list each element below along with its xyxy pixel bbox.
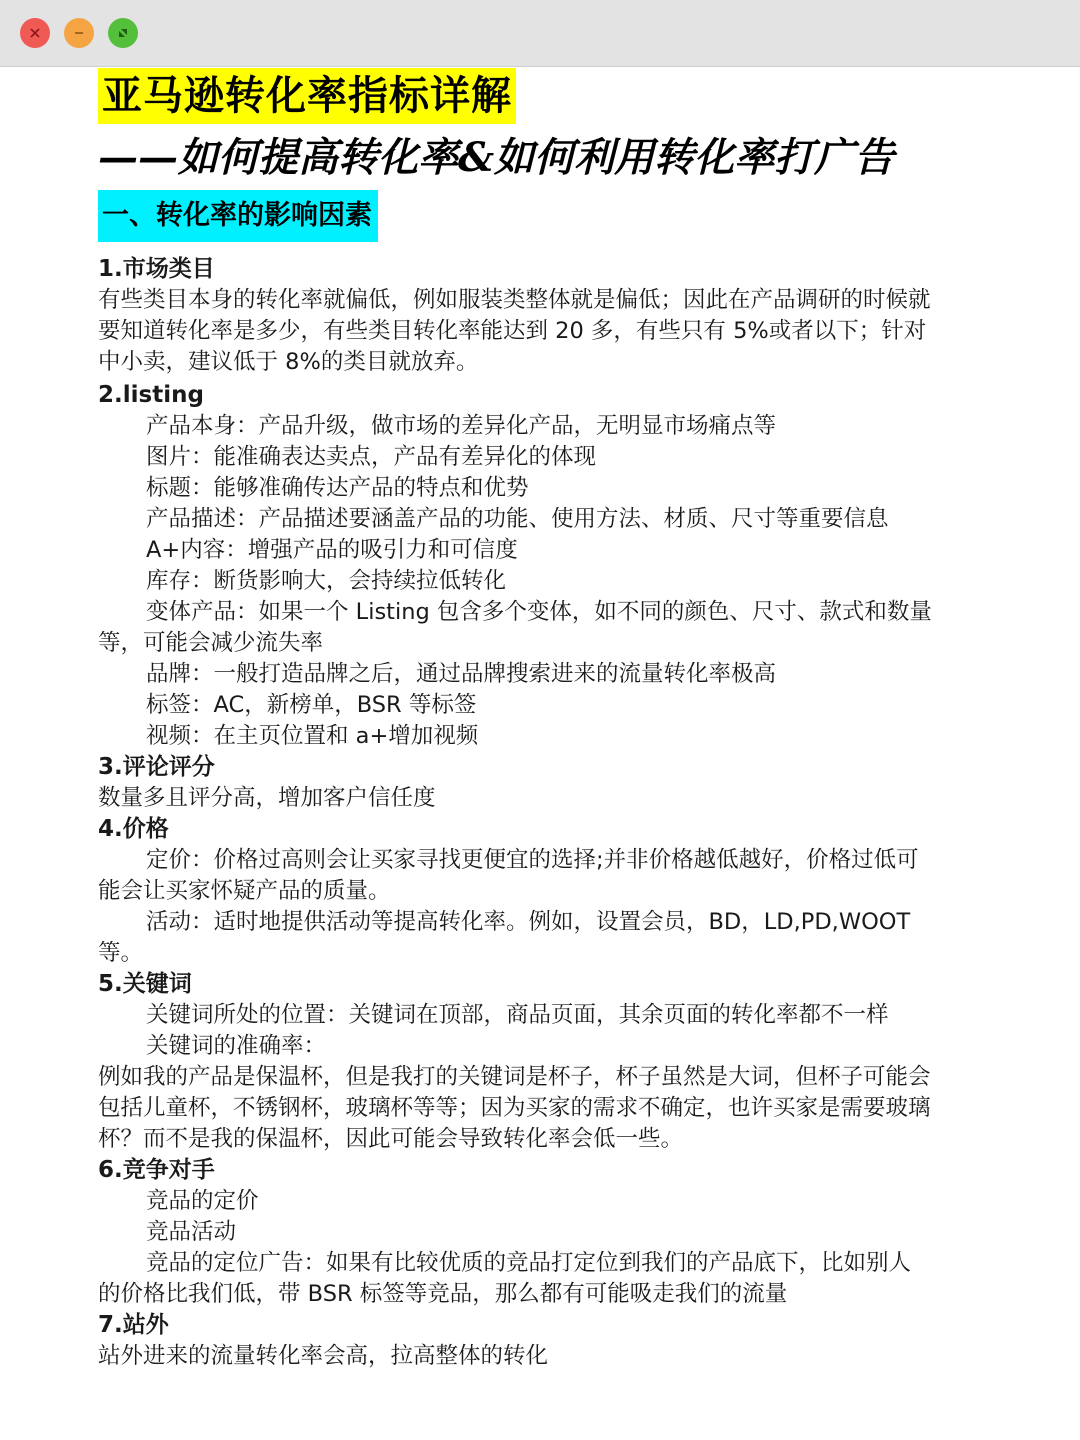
item-heading: 5.关键词 xyxy=(98,971,192,997)
minimize-button[interactable] xyxy=(64,18,94,48)
maximize-icon xyxy=(117,27,129,39)
item-heading: 4.价格 xyxy=(98,816,169,842)
paragraph: 标题：能够准确传达产品的特点和优势 xyxy=(146,475,529,501)
close-icon xyxy=(29,27,41,39)
paragraph: 竞品的定位广告：如果有比较优质的竞品打定位到我们的产品底下，比如别人的价格比我们低，带 BSR 标签等竞品，那么都有可能吸走我们的流量 xyxy=(98,1250,912,1307)
section-content xyxy=(98,254,933,1372)
paragraph: 库存：断货影响大，会持续拉低转化 xyxy=(146,568,507,594)
item-heading: 3.评论评分 xyxy=(98,754,215,780)
item-heading: 1.市场类目 xyxy=(98,256,215,282)
paragraph: 标签：AC，新榜单，BSR 等标签 xyxy=(146,692,477,718)
maximize-button[interactable] xyxy=(108,18,138,48)
paragraph: 定价：价格过高则会让买家寻找更便宜的选择;并非价格越低越好，价格过低可能会让买家怀疑产品的质量。 xyxy=(98,847,919,904)
paragraph: 品牌：一般打造品牌之后，通过品牌搜索进来的流量转化率极高 xyxy=(146,661,777,687)
paragraph: 站外进来的流量转化率会高，拉高整体的转化 xyxy=(98,1343,549,1369)
window-titlebar xyxy=(0,0,1080,67)
paragraph: 变体产品：如果一个 Listing 包含多个变体，如不同的颜色、尺寸、款式和数量等，可能会减少流失率 xyxy=(98,599,932,656)
paragraph: 关键词的准确率： xyxy=(146,1033,327,1059)
paragraph: 视频：在主页位置和 a+增加视频 xyxy=(146,723,479,749)
paragraph: 数量多且评分高，增加客户信任度 xyxy=(98,785,436,811)
item-heading: 2.listing xyxy=(98,382,204,408)
item-heading: 7.站外 xyxy=(98,1312,169,1338)
paragraph: A+内容：增强产品的吸引力和可信度 xyxy=(146,537,518,563)
paragraph: 产品本身：产品升级，做市场的差异化产品，无明显市场痛点等 xyxy=(146,413,777,439)
paragraph: 竞品的定价 xyxy=(146,1188,259,1214)
document-subtitle: ——如何提高转化率&如何利用转化率打广告 xyxy=(98,134,895,181)
minimize-icon xyxy=(73,27,85,39)
paragraph: 图片：能准确表达卖点，产品有差异化的体现 xyxy=(146,444,597,470)
paragraph: 例如我的产品是保温杯，但是我打的关键词是杯子，杯子虽然是大词，但杯子可能会包括儿童杯，不锈钢杯，玻璃杯等等；因为买家的需求不确定，也许买家是需要玻璃杯？而不是我的保温杯，因此可能会导致转化率会低一些。 xyxy=(98,1064,931,1152)
paragraph: 产品描述：产品描述要涵盖产品的功能、使用方法、材质、尺寸等重要信息 xyxy=(146,506,889,532)
paragraph: 活动：适时地提供活动等提高转化率。例如，设置会员，BD，LD,PD,WOOT 等。 xyxy=(98,909,911,966)
section-heading: 一、转化率的影响因素 xyxy=(98,190,378,242)
paragraph: 关键词所处的位置：关键词在顶部，商品页面，其余页面的转化率都不一样 xyxy=(146,1002,889,1028)
document-title: 亚马逊转化率指标详解 xyxy=(98,68,516,124)
paragraph: 竞品活动 xyxy=(146,1219,237,1245)
close-button[interactable] xyxy=(20,18,50,48)
paragraph: 有些类目本身的转化率就偏低，例如服装类整体就是偏低；因此在产品调研的时候就要知道转化率是多少，有些类目转化率能达到 20 多，有些只有 5%或者以下；针对中小卖，建议低于 8%的类目就放弃。 xyxy=(98,287,931,375)
item-heading: 6.竞争对手 xyxy=(98,1157,215,1183)
